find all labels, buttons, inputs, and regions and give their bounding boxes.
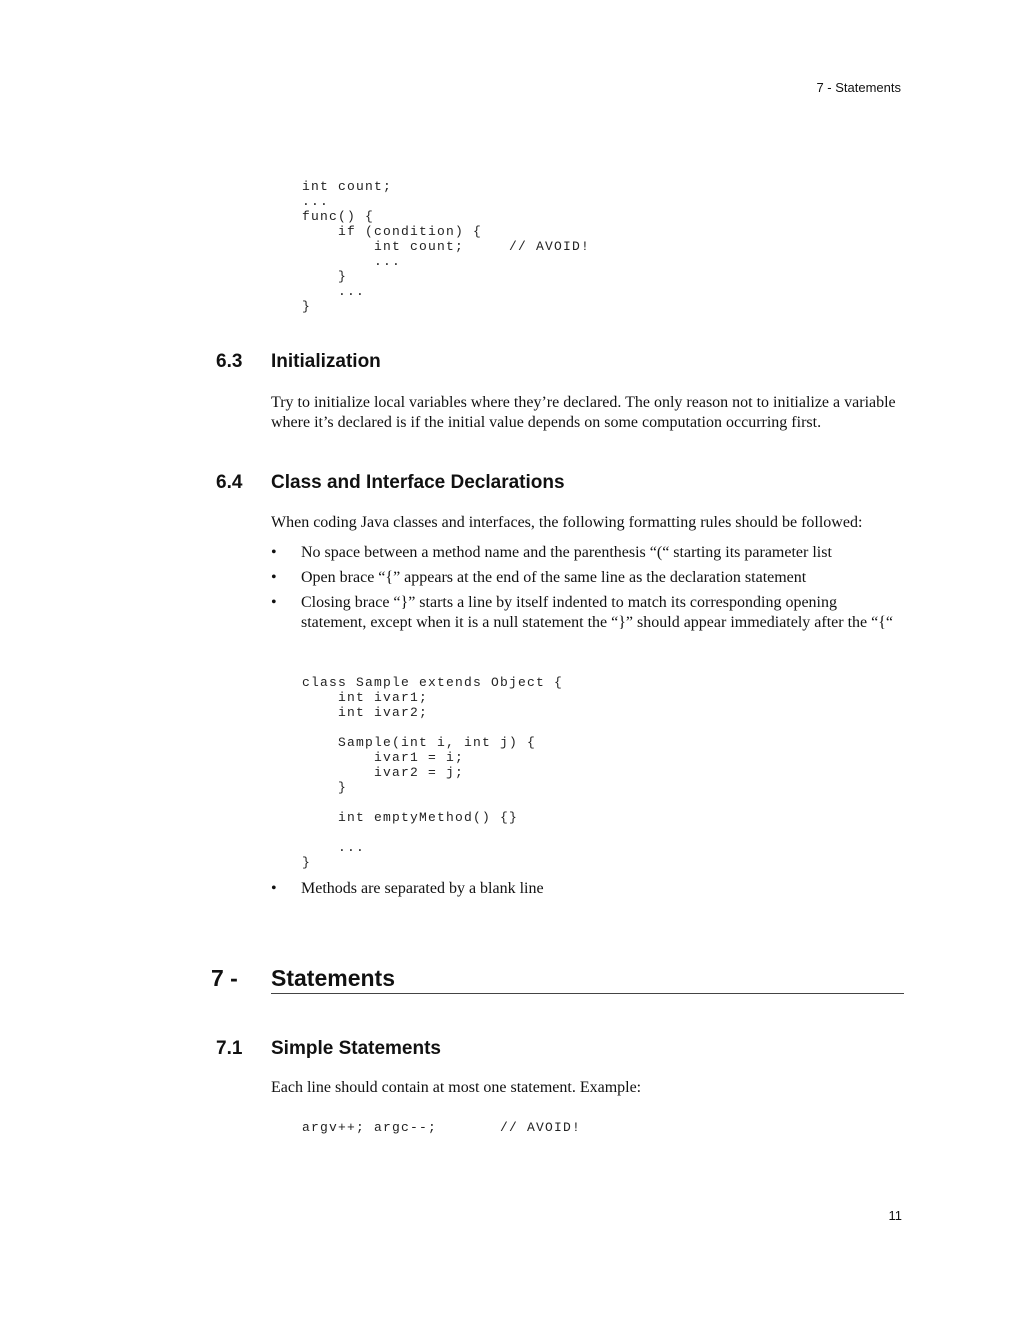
bullet-icon: • xyxy=(271,880,277,897)
code-simple-statements: argv++; argc--; // AVOID! xyxy=(302,1120,582,1135)
code-block-variable-shadowing: int count; ... func() { if (condition) { int count; // AVOID! ... } ... } xyxy=(302,179,591,314)
section-title-simple-statements: Simple Statements xyxy=(271,1038,441,1059)
chapter-underline xyxy=(271,993,904,994)
chapter-number-7: 7 - xyxy=(211,965,238,991)
chapter-title-statements: Statements xyxy=(271,965,395,991)
section-number-6-4: 6.4 xyxy=(216,472,243,493)
bullet-icon: • xyxy=(271,594,277,611)
simple-statements-paragraph: Each line should contain at most one statement. Example: xyxy=(271,1079,642,1096)
bullet-item: Closing brace “}” starts a line by itself indented to match its corresponding opening statement, except when it is a null statement the “}” should appear immediately after the “{“ xyxy=(301,594,894,631)
code-block-class-sample: class Sample extends Object { int ivar1; int ivar2; Sample(int i, int j) { ivar1 = i; ivar2 = j; } int emptyMethod() {} ... } xyxy=(302,675,564,870)
page-number: 11 xyxy=(888,1208,902,1223)
bullet-item: Open brace “{” appears at the end of the same line as the declaration statement xyxy=(301,569,807,586)
initialization-paragraph: Try to initialize local variables where they’re declared. The only reason not to initialize a variable where it’s declared is if the initial value depends on some computation occurring first. xyxy=(271,394,896,431)
section-number-7-1: 7.1 xyxy=(216,1038,243,1059)
section-title-initialization: Initialization xyxy=(271,351,381,372)
section-title-class-declarations: Class and Interface Declarations xyxy=(271,472,565,493)
bullet-icon: • xyxy=(271,569,277,586)
bullet-item: Methods are separated by a blank line xyxy=(301,880,544,897)
bullet-icon: • xyxy=(271,544,277,561)
bullet-item: No space between a method name and the parenthesis “(“ starting its parameter list xyxy=(301,544,832,561)
running-header: 7 - Statements xyxy=(816,80,901,95)
class-declarations-intro: When coding Java classes and interfaces, the following formatting rules should be followed: xyxy=(271,514,863,531)
section-number-6-3: 6.3 xyxy=(216,351,243,372)
